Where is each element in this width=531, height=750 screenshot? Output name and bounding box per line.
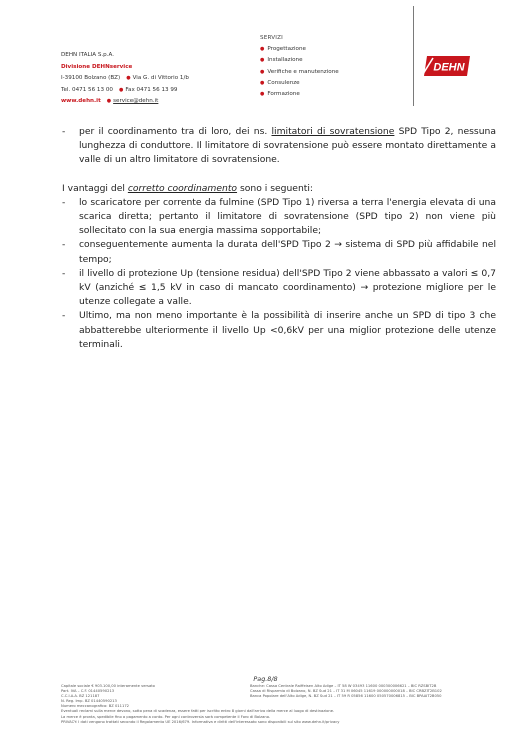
logo-text: DEHN	[433, 61, 465, 74]
footer-note: La merce è pronta, spedibile fino a pagamento a conto. Per ogni controversia sarà competente il Foro di Bolzano.	[61, 714, 271, 719]
address-cap-city: I-39100 Bolzano (BZ)	[61, 75, 121, 81]
website-link[interactable]: www.dehn.it	[61, 98, 101, 104]
service-item: ● Progettazione	[260, 44, 339, 55]
bullet-icon: ●	[126, 75, 131, 81]
document-body	[62, 125, 496, 352]
list-item: - Ultimo, ma non meno importante è la possibilità di inserire anche un SPD di tipo 3 che abbatterebbe ulteriormente il livello Up <0,6kV per una miglior protezione delle utenze terminali.	[62, 309, 496, 352]
spacer	[62, 168, 496, 182]
footer-bank-info: Banche: Cassa Centrale Raiffeisen Alto Adige – IT 58 W 03493 11600 000300006621 – BIC RZSBIT2B Cassa di Risparmio di Bolzano, N. BZ Sud 21 – IT 31 M 06045 11619 000000000018 – BIC CRBZIT2B102 Banca Popolare dell'Alto Adige, N. BZ Sud 21 – IT 59 R 05856 11600 050570006815 – BIC BPAAIT2B050	[250, 684, 442, 699]
company-address	[61, 73, 189, 85]
bullet-icon: ●	[260, 46, 265, 53]
list-dash: -	[62, 196, 66, 208]
service-item: ● Installazione	[260, 55, 339, 66]
service-item: ● Formazione	[260, 89, 339, 100]
footer-note: Eventuali reclami sulla merce devono, sotto pena di scadenza, essere fatti per iscritto entro 8 giorni dall'arrivo della merce al luogo di destinazione.	[61, 709, 335, 714]
division-name: Divisione DEHNservice	[61, 63, 133, 70]
dehn-logo	[422, 54, 472, 78]
advantages-intro: I vantaggi del corretto coordinamento sono i seguenti:	[62, 182, 314, 194]
bullet-icon: ●	[260, 91, 265, 98]
list-item: - conseguentemente aumenta la durata dell'SPD Tipo 2 → sistema di SPD più affidabile nel tempo;	[62, 238, 496, 266]
bullet-icon: ●	[106, 98, 112, 104]
list-dash: -	[62, 310, 66, 322]
page-number: Pag.8/8	[253, 675, 278, 683]
list-dash: -	[62, 126, 66, 137]
footer-columns	[61, 684, 505, 709]
list-item: - il livello di protezione Up (tensione residua) dell'SPD Tipo 2 viene abbassato a valori ≤ 0,7 kV (anziché ≤ 1,5 kV in caso di mancato coordinamento) → protezione migliore per le utenze collegate a valle.	[62, 267, 496, 310]
document-footer	[61, 684, 505, 725]
list-item: - per il coordinamento tra di loro, dei ns. limitatori di sovratensione SPD Tipo 2, nessuna lunghezza di conduttore. Il limitatore di sovratensione può essere montato direttamente a valle di un altro limitatore di sovratensione.	[62, 125, 496, 168]
services-list	[260, 33, 339, 100]
address-street: Via G. di Vittorio 1/b	[132, 75, 189, 81]
email-link[interactable]: service@dehn.it	[113, 98, 159, 104]
company-name: DEHN ITALIA S.p.A.	[61, 52, 115, 58]
list-item: - lo scaricatore per corrente da fulmine (SPD Tipo 1) riversa a terra l'energia elevata di una scarica diretta; pertanto il limitatore di sovratensione (SPD tipo 2) non viene più sollecitato con la sua energia massima sopportabile;	[62, 196, 496, 239]
phone-number: Tel. 0471 56 13 00	[61, 86, 113, 93]
company-contacts	[61, 96, 189, 108]
list-dash: -	[62, 239, 66, 251]
emphasis-text: corretto coordinamento	[127, 182, 238, 194]
fax-number: Fax 0471 56 13 99	[125, 86, 178, 93]
bullet-icon: ●	[260, 79, 265, 86]
list-dash: -	[62, 267, 66, 279]
service-item: ● Consulenze	[260, 78, 339, 89]
footer-legal-info: Capitale sociale € 903.100,00 interamente versato Part. IVA – C.F. 01440590213 C.C.I.A.A. BZ 121187 N. Reg. Imp. BZ 01440590213 Numero meccanografico: BZ 011172	[61, 684, 155, 709]
company-phone	[61, 85, 189, 97]
service-item: ● Verifiche e manutenzione	[260, 67, 339, 78]
bullet-icon: ●	[260, 57, 265, 64]
spd-link[interactable]: limitatori di sovratensione	[271, 126, 395, 137]
footer-privacy: PRIVACY: I dati vengono trattati secondo il Regolamento UE 2016/679. Informativa e diritti dell'interessato sono disponibili sul sito www.dehn.it/privacy	[61, 719, 340, 724]
services-title: SERVIZI	[260, 35, 284, 41]
bullet-icon: ●	[118, 86, 124, 93]
header-divider	[413, 6, 414, 106]
bullet-icon: ●	[260, 68, 265, 75]
company-info	[61, 50, 189, 108]
